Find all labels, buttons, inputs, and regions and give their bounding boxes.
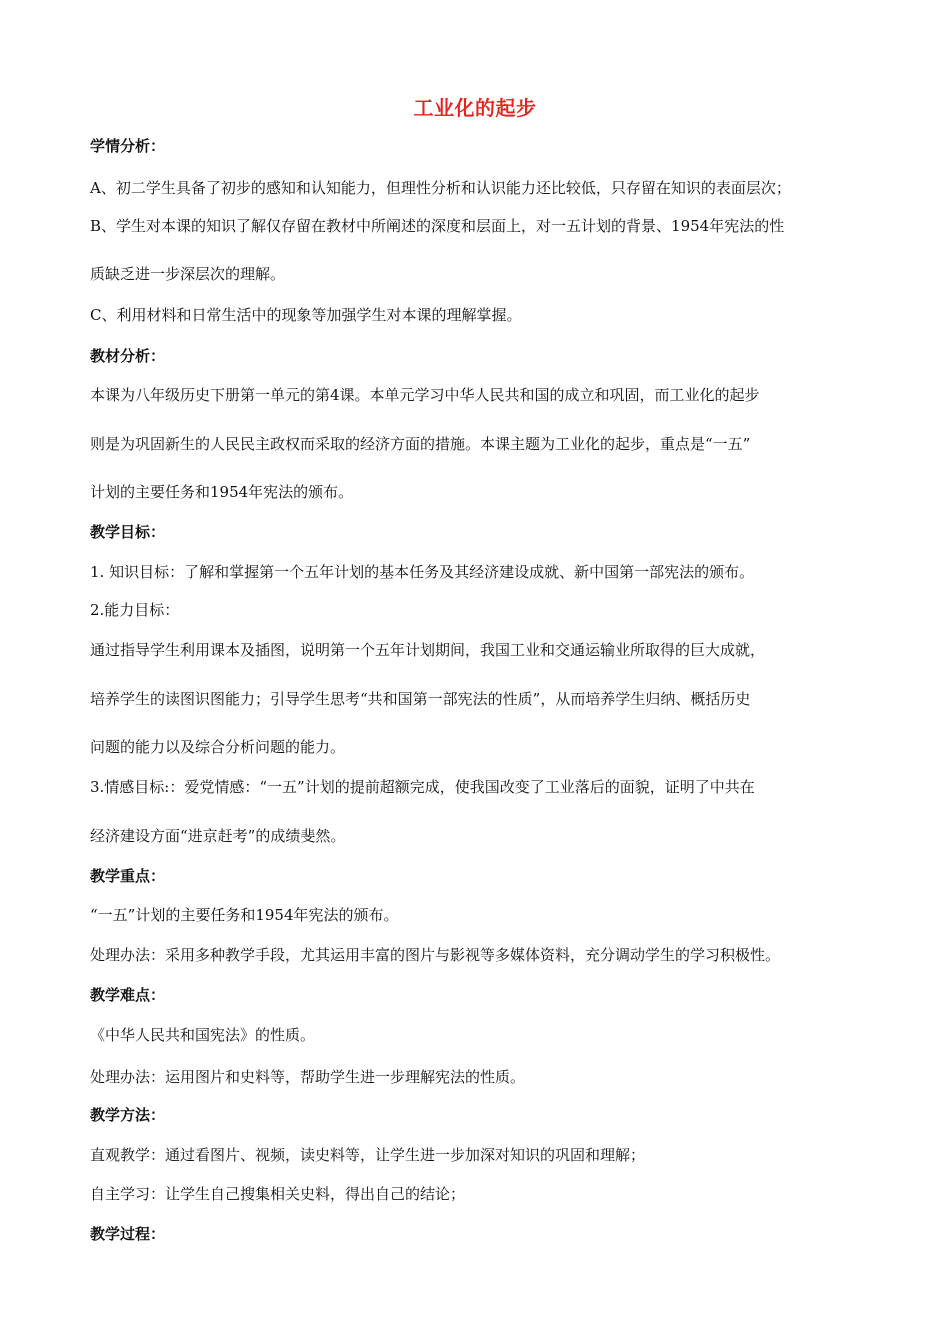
paragraph-line: 质缺乏进一步深层次的理解。 — [90, 265, 286, 283]
paragraph-line: “一五”计划的主要任务和1954年宪法的颁布。 — [90, 906, 399, 924]
paragraph-line: 培养学生的读图识图能力；引导学生思考“共和国第一部宪法的性质”，从而培养学生归纳、概括历史 — [90, 690, 751, 708]
paragraph-line: 本课为八年级历史下册第一单元的第4课。本单元学习中华人民共和国的成立和巩固，而工业化的起步 — [90, 386, 760, 404]
paragraph-line: 计划的主要任务和1954年宪法的颁布。 — [90, 483, 354, 501]
paragraph-line: C、利用材料和日常生活中的现象等加强学生对本课的理解掌握。 — [90, 306, 522, 324]
paragraph-line: B、学生对本课的知识了解仅存留在教材中所阐述的深度和层面上，对一五计划的背景、1954年宪法的性 — [90, 217, 785, 235]
paragraph-line: A、初二学生具备了初步的感知和认知能力，但理性分析和认识能力还比较低，只存留在知识的表面层次； — [90, 179, 791, 197]
paragraph-line: 处理办法：采用多种教学手段，尤其运用丰富的图片与影视等多媒体资料，充分调动学生的学习积极性。 — [90, 946, 781, 964]
document-title: 工业化的起步 — [413, 96, 537, 120]
section-heading-teaching-process: 教学过程： — [90, 1225, 166, 1243]
paragraph-line: 1. 知识目标：了解和掌握第一个五年计划的基本任务及其经济建设成就、新中国第一部宪法的颁布。 — [90, 563, 755, 581]
paragraph-line: 通过指导学生利用课本及插图，说明第一个五年计划期间，我国工业和交通运输业所取得的巨大成就， — [90, 641, 766, 659]
paragraph-line: 《中华人民共和国宪法》的性质。 — [90, 1026, 316, 1044]
section-heading-textbook-analysis: 教材分析： — [90, 347, 166, 365]
paragraph-line: 则是为巩固新生的人民民主政权而采取的经济方面的措施。本课主题为工业化的起步，重点是“一五” — [90, 435, 751, 453]
paragraph-line: 处理办法：运用图片和史料等，帮助学生进一步理解宪法的性质。 — [90, 1068, 526, 1086]
section-heading-key-points: 教学重点： — [90, 867, 166, 885]
paragraph-line: 自主学习：让学生自己搜集相关史料，得出自己的结论； — [90, 1185, 466, 1203]
section-heading-teaching-methods: 教学方法： — [90, 1106, 166, 1124]
section-heading-difficult-points: 教学难点： — [90, 986, 166, 1004]
paragraph-line: 问题的能力以及综合分析问题的能力。 — [90, 738, 346, 756]
paragraph-line: 经济建设方面“进京赶考”的成绩斐然。 — [90, 827, 346, 845]
section-heading-student-analysis: 学情分析： — [90, 137, 166, 155]
paragraph-line: 直观教学：通过看图片、视频，读史料等，让学生进一步加深对知识的巩固和理解； — [90, 1146, 646, 1164]
section-heading-teaching-goals: 教学目标： — [90, 523, 166, 541]
paragraph-line: 3.情感目标:：爱党情感：“一五”计划的提前超额完成，使我国改变了工业落后的面貌，证明了中共在 — [90, 778, 755, 796]
paragraph-line: 2.能力目标： — [90, 601, 180, 619]
